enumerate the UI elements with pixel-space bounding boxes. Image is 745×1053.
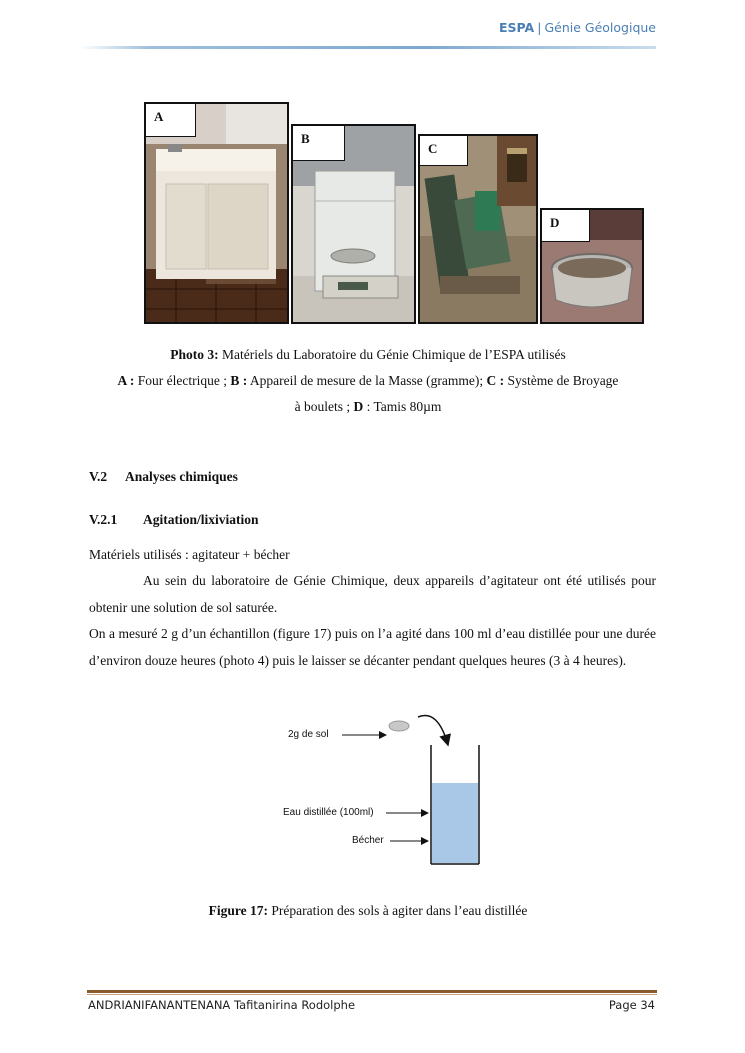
photo-b-label: B bbox=[293, 126, 345, 161]
paragraph-2: On a mesuré 2 g d’un échantillon (figure 17) puis on l’a agité dans 100 ml d’eau distillée pour une durée d’environ douze heures (photo 4) puis le laisser se décanter pendant quelques heures (3 à 4 heures). bbox=[89, 626, 656, 668]
photo-d-sieve bbox=[540, 208, 644, 324]
key-b: B : bbox=[230, 373, 248, 388]
beaker-water bbox=[432, 783, 478, 863]
desc-c: Système de Broyage bbox=[504, 373, 619, 388]
soil-sample bbox=[389, 721, 409, 731]
label-distilled-water: Eau distillée (100ml) bbox=[283, 807, 374, 818]
desc-b: Appareil de mesure de la Masse (gramme); bbox=[247, 373, 487, 388]
running-header bbox=[0, 20, 656, 35]
figure-caption bbox=[80, 898, 656, 924]
footer-author: ANDRIANIFANANTENANA Tafitanirina Rodolphe bbox=[88, 998, 356, 1012]
photo-c-ball-mill bbox=[418, 134, 538, 324]
desc-a: Four électrique ; bbox=[134, 373, 231, 388]
footer-rule bbox=[87, 990, 657, 993]
figure-caption-text: Préparation des sols à agiter dans l’eau distillée bbox=[267, 903, 528, 918]
label-beaker: Bécher bbox=[352, 835, 384, 846]
header-rule bbox=[80, 46, 656, 49]
pour-arrow bbox=[418, 716, 448, 745]
label-soil-sample: 2g de sol bbox=[288, 729, 329, 740]
subsection-title: Agitation/lixiviation bbox=[143, 512, 259, 527]
header-org: ESPA bbox=[499, 20, 535, 35]
materials-line: Matériels utilisés : agitateur + bécher bbox=[89, 547, 290, 562]
paragraph-1: Au sein du laboratoire de Génie Chimique, deux appareils d’agitateur ont été utilisés pour obtenir une solution de sol saturée. bbox=[89, 573, 656, 615]
subsection-number: V.2.1 bbox=[89, 512, 118, 527]
key-c: C : bbox=[486, 373, 505, 388]
photo-c-label: C bbox=[420, 136, 468, 166]
section-heading-v2 bbox=[89, 469, 238, 485]
photo-caption-line1 bbox=[80, 342, 656, 368]
footer-page-number: Page 34 bbox=[608, 998, 655, 1012]
photo-b-balance bbox=[291, 124, 416, 324]
header-separator: | bbox=[537, 20, 542, 35]
key-a: A : bbox=[117, 373, 135, 388]
section-number: V.2 bbox=[89, 469, 108, 484]
figure-caption-label: Figure 17: bbox=[208, 903, 268, 918]
key-d: D bbox=[353, 399, 364, 414]
photo-caption-line3 bbox=[80, 394, 656, 420]
photo-a-label: A bbox=[146, 104, 196, 137]
photo-caption-line2 bbox=[80, 368, 656, 394]
photo-d-label: D bbox=[542, 210, 590, 242]
header-department: Génie Géologique bbox=[544, 20, 656, 35]
section-heading-v21 bbox=[89, 512, 259, 528]
photo-a-oven bbox=[144, 102, 289, 324]
photo-caption-text: Matériels du Laboratoire du Génie Chimique de l’ESPA utilisés bbox=[218, 347, 566, 362]
photo-caption-label: Photo 3: bbox=[170, 347, 219, 362]
desc-d: : Tamis 80µm bbox=[363, 399, 442, 414]
desc-c-cont: à boulets ; bbox=[294, 399, 354, 414]
footer-rule-thin bbox=[87, 994, 657, 995]
section-title: Analyses chimiques bbox=[125, 469, 238, 484]
photo-caption bbox=[80, 342, 656, 420]
